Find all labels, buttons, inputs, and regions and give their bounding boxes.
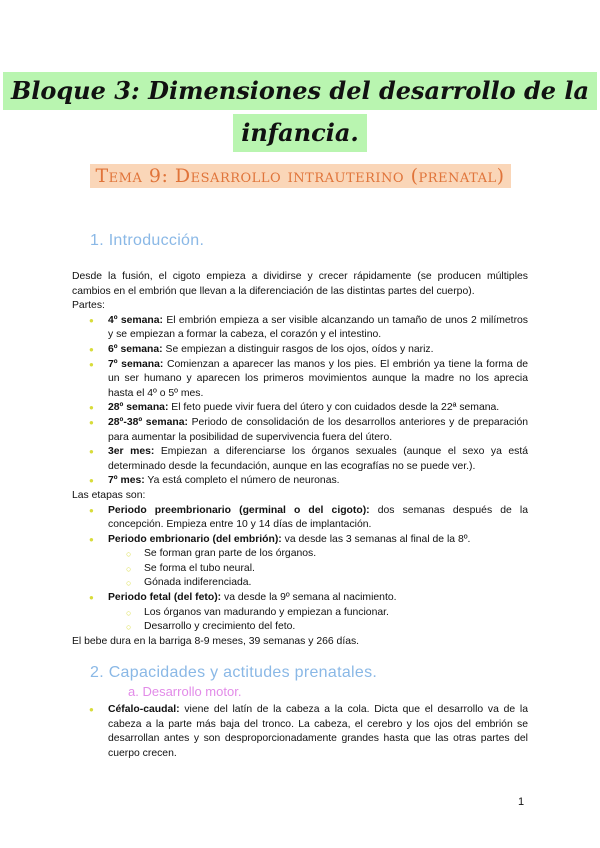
etapa-item bbox=[72, 504, 528, 533]
document-title bbox=[0, 72, 600, 152]
desarrollo-motor-item bbox=[72, 703, 528, 761]
title-line-1: Bloque 3: Dimensiones del desarrollo de la bbox=[3, 72, 597, 110]
etapas-list bbox=[72, 504, 528, 635]
item-term: Periodo fetal (del feto): bbox=[108, 592, 222, 604]
section-1-body bbox=[72, 270, 528, 649]
item-term: 4º semana: bbox=[108, 314, 164, 326]
partes-list bbox=[72, 314, 528, 489]
partes-item bbox=[72, 474, 528, 489]
etapa-subitem: ○ Gónada indiferenciada. bbox=[108, 576, 528, 591]
item-term: 6º semana: bbox=[108, 343, 163, 355]
subtitle: Tema 9: Desarrollo intrauterino (prenatal) bbox=[90, 164, 511, 188]
item-term: Céfalo-caudal: bbox=[108, 704, 180, 715]
item-text: dos semanas después de la concepción. Empieza entre 10 y 14 días de implantación. bbox=[108, 504, 529, 531]
desarrollo-motor-list bbox=[72, 703, 528, 761]
item-text: va desde las 3 semanas al final de la 8º. bbox=[281, 533, 471, 545]
partes-item bbox=[72, 343, 528, 358]
page-number: 1 bbox=[518, 796, 525, 808]
subtitle-block bbox=[0, 164, 600, 188]
etapa-subitem: ○ Desarrollo y crecimiento del feto. bbox=[108, 620, 528, 635]
item-term: 3er mes: bbox=[108, 446, 155, 458]
item-text: Ya está completo el número de neuronas. bbox=[144, 475, 340, 487]
item-text: El embrión empieza a ser visible alcanzando un tamaño de unos 2 milímetros y se empiezan a formar la cabeza, el corazón y el intestino. bbox=[108, 314, 528, 341]
item-text: El feto puede vivir fuera del útero y con cuidados desde la 22ª semana. bbox=[168, 402, 500, 414]
etapas-label: Las etapas son: bbox=[72, 489, 146, 501]
intro-paragraph: Desde la fusión, el cigoto empieza a dividirse y crecer rápidamente (se producen múltiples cambios en el embrión que llevan a la diferenciación de las distintas partes del cuerpo). bbox=[72, 271, 528, 297]
partes-item bbox=[72, 401, 528, 416]
item-text: Empiezan a diferenciarse los órganos sexuales (aunque el sexo ya está determinado desde la fecundación, aunque en las ecografías no se puede ver.). bbox=[108, 446, 528, 472]
item-term: 7º semana: bbox=[108, 358, 164, 370]
item-term: 28º semana: bbox=[108, 402, 169, 414]
etapa-subitem: ○ Los órganos van madurando y empiezan a funcionar. bbox=[108, 606, 528, 621]
partes-item bbox=[72, 445, 528, 474]
item-term: Periodo preembrionario (germinal o del cigoto): bbox=[108, 504, 370, 516]
title-line-2: infancia. bbox=[233, 114, 367, 152]
item-term: Periodo embrionario (del embrión): bbox=[108, 533, 282, 545]
partes-item bbox=[72, 416, 528, 445]
partes-item bbox=[72, 314, 528, 343]
etapa-subitem: ○ Se forman gran parte de los órganos. bbox=[108, 547, 528, 562]
etapa-item bbox=[72, 533, 528, 591]
partes-item bbox=[72, 358, 528, 402]
item-text: Comienzan a aparecer las manos y los pies. El embrión ya tiene la forma de un ser humano y aparecen los primeros movimientos aunque la madre no los aprecia hasta el 4º o 5º mes. bbox=[108, 358, 528, 399]
partes-label: Partes: bbox=[72, 300, 105, 312]
etapa-subitem: ○ Se forma el tubo neural. bbox=[108, 562, 528, 577]
item-term: 7º mes: bbox=[108, 475, 145, 487]
closing-paragraph: El bebe dura en la barriga 8-9 meses, 39 semanas y 266 días. bbox=[72, 635, 360, 647]
item-text: viene del latín de la cabeza a la cola. Dicta que el desarrollo va de la cabeza a la parte más baja del tronco. La cabeza, el cerebro y los ojos del embrión se desarrollan antes y son desproporcionadamente grandes hasta que las otras partes del cuerpo crecen. bbox=[108, 704, 528, 759]
section-2-body bbox=[72, 703, 528, 761]
item-text: Periodo de consolidación de los desarrollos anteriores y de preparación para aumentar la posibilidad de supervivencia fuera del útero. bbox=[108, 416, 528, 443]
item-text: Se empiezan a distinguir rasgos de los ojos, oídos y nariz. bbox=[162, 343, 434, 355]
etapa-sublist bbox=[108, 606, 528, 635]
section-2-heading: 2. Capacidades y actitudes prenatales. bbox=[90, 664, 378, 681]
etapa-item bbox=[72, 591, 528, 635]
item-term: 28º-38º semana: bbox=[108, 416, 188, 428]
section-1-heading: 1. Introducción. bbox=[90, 232, 205, 249]
etapa-sublist bbox=[108, 547, 528, 591]
section-2a-heading: a. Desarrollo motor. bbox=[128, 684, 242, 699]
item-text: va desde la 9º semana al nacimiento. bbox=[221, 592, 397, 604]
